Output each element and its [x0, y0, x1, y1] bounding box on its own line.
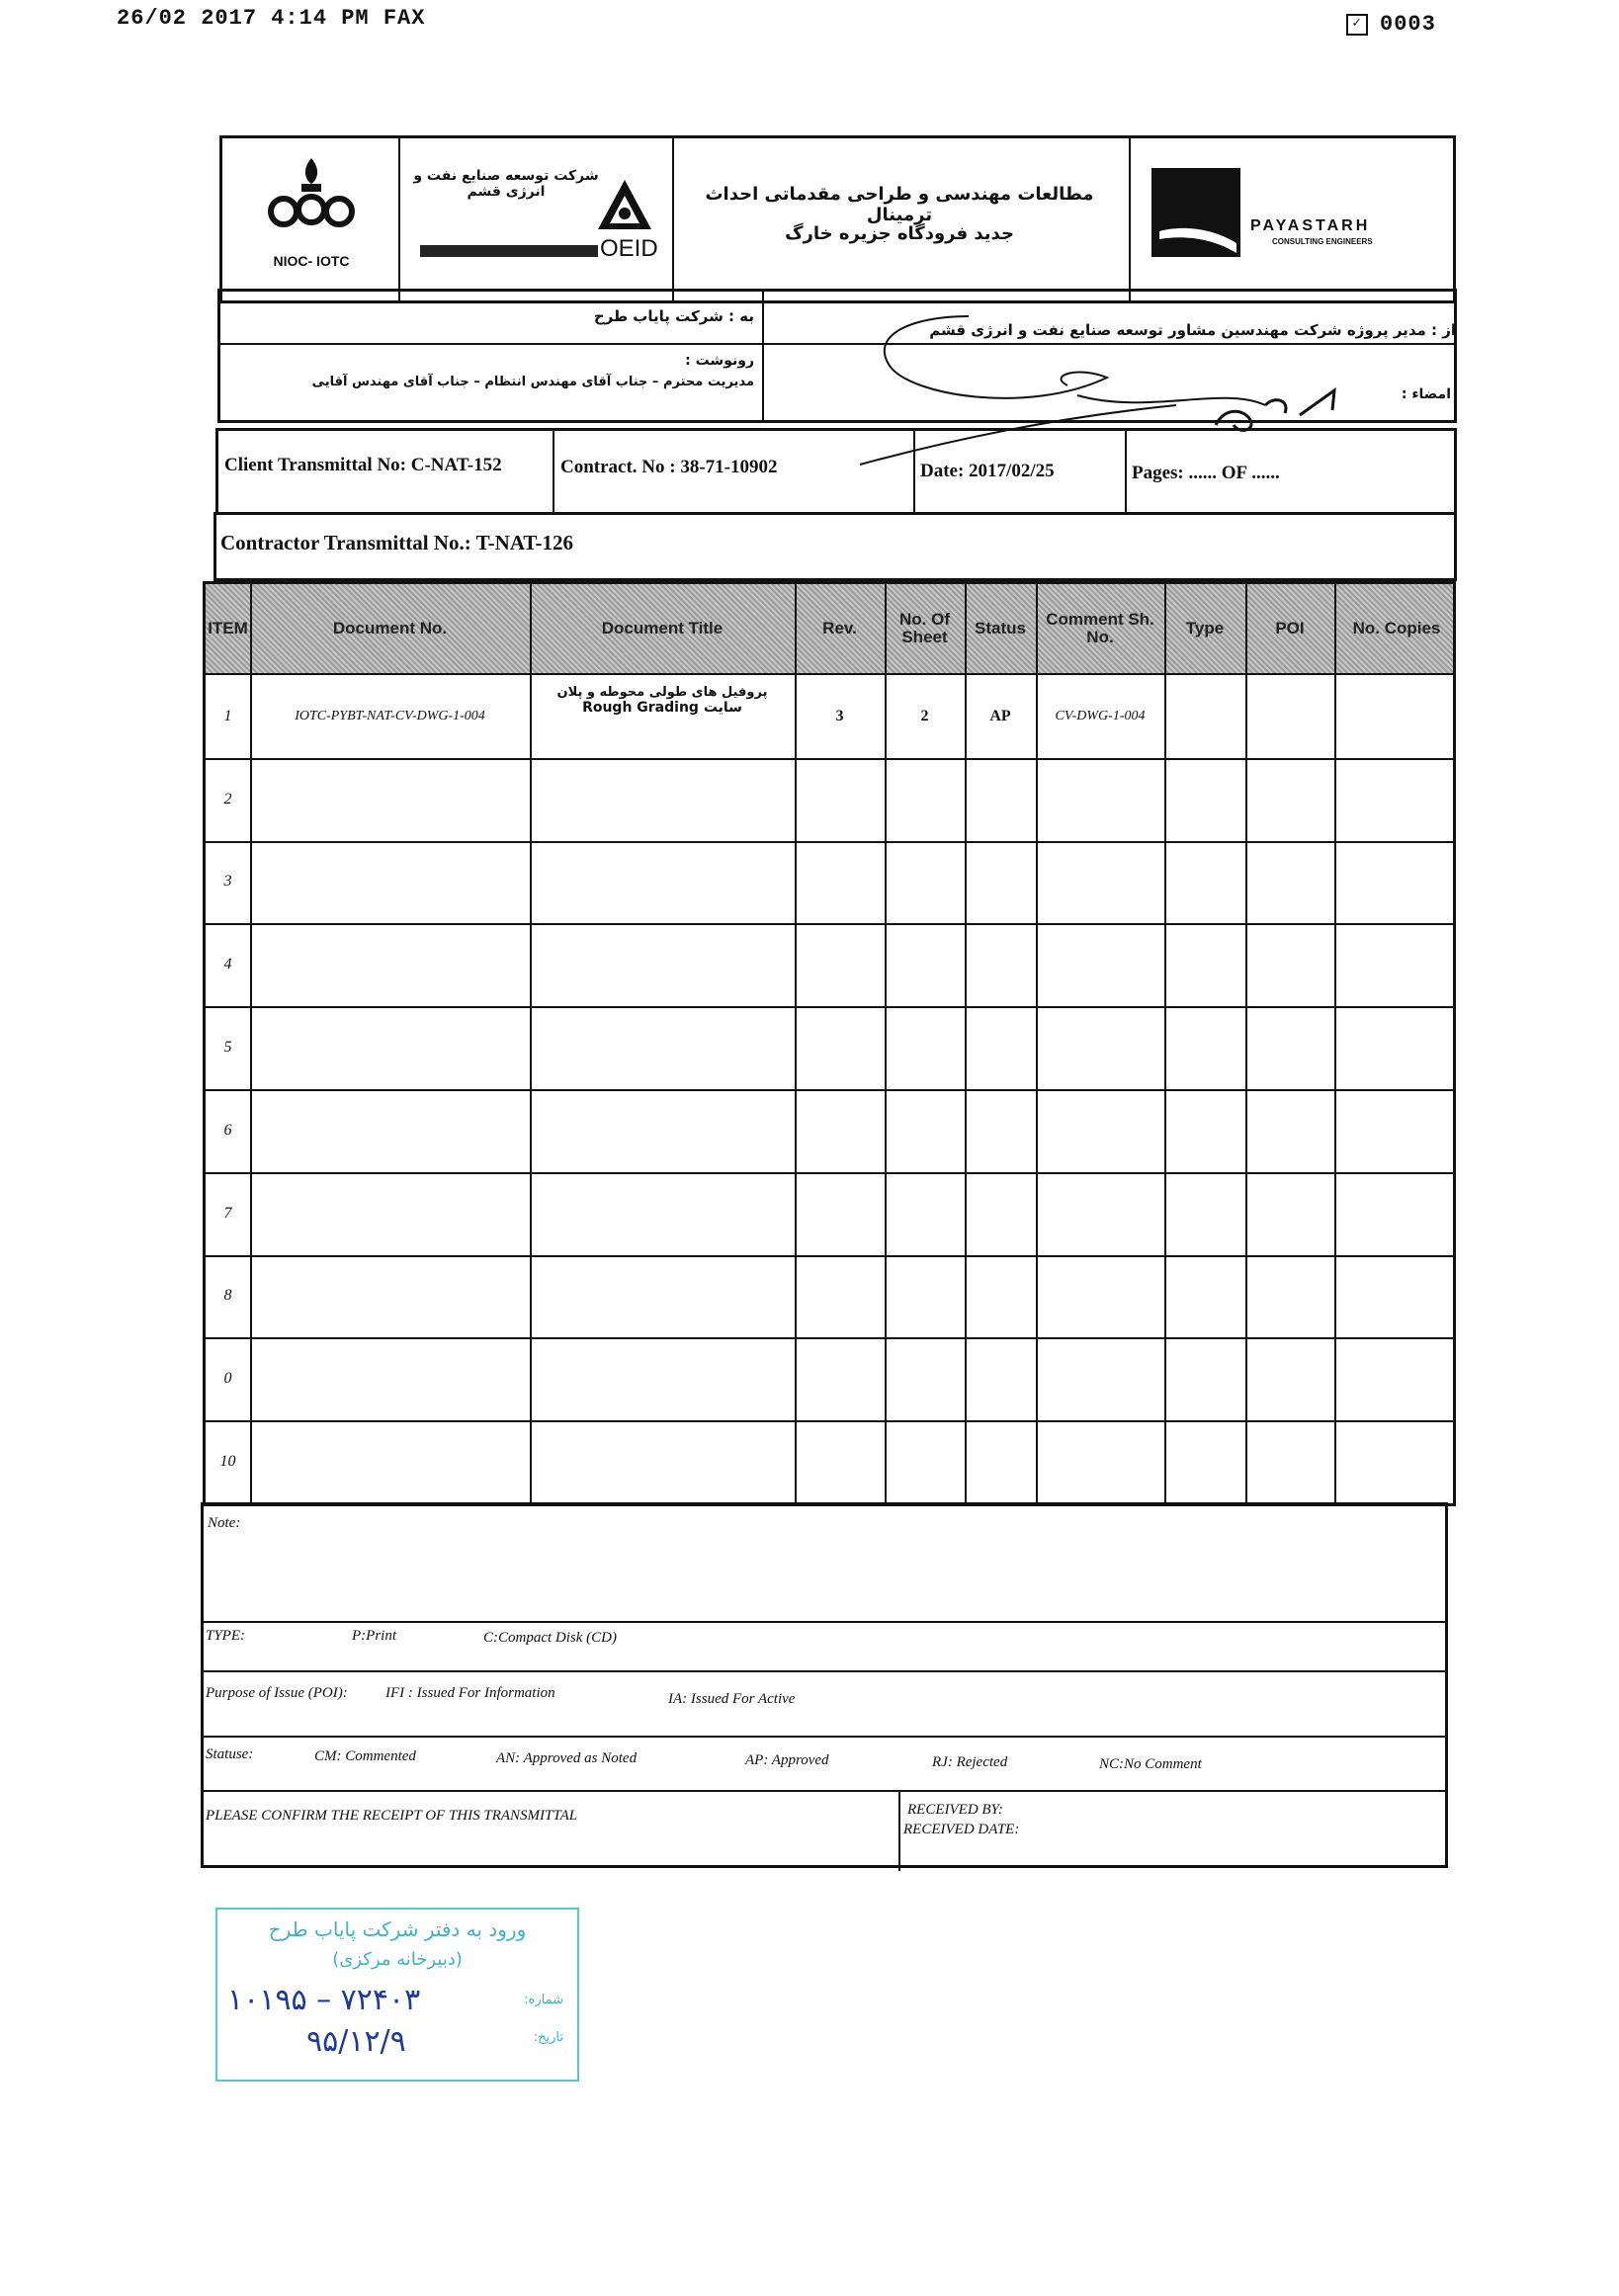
table-header-cell: No. Copies	[1352, 619, 1441, 638]
document-title-cell	[530, 685, 795, 716]
project-title-line1: مطالعات مهندسی و طراحی مقدماتی احداث ترمینال	[705, 184, 1094, 225]
type-cd: C:Compact Disk (CD)	[483, 1630, 617, 1646]
pages-count: Pages: ...... OF ......	[1132, 463, 1280, 483]
poi-ifi: IFI : Issued For Information	[385, 1685, 555, 1701]
table-header-cell: Rev.	[822, 619, 857, 638]
fax-page-number: 0003	[1380, 12, 1436, 37]
oeid-label: OEID	[600, 235, 658, 262]
table-column-divider	[885, 584, 887, 1503]
cell-item: 3	[223, 873, 232, 891]
signature-label: امضاء :	[1401, 386, 1451, 402]
table-column-divider	[965, 584, 967, 1503]
cell-comment: CV-DWG-1-004	[1055, 708, 1146, 723]
table-row	[206, 1006, 1453, 1089]
fax-datetime: 26/02 2017 4:14 PM FAX	[117, 6, 426, 31]
oeid-company-name: شرکت توسعه صنایع نفت و انرژی قشم	[413, 168, 599, 200]
stamp-date-label: تاریخ:	[533, 2030, 563, 2045]
cell-item: 1	[223, 707, 232, 724]
table-header-cell: Comment Sh. No.	[1046, 610, 1154, 646]
payastarh-subtitle: CONSULTING ENGINEERS	[1272, 237, 1373, 246]
cell-item: 5	[223, 1039, 232, 1057]
cell-rev: 3	[835, 707, 844, 724]
status-rj: RJ: Rejected	[932, 1754, 1008, 1770]
cell-item: 7	[223, 1204, 232, 1222]
contract-no: Contract. No : 38-71-10902	[560, 457, 778, 477]
table-column-divider	[1036, 584, 1038, 1503]
stamp-number-label: شماره:	[524, 1993, 563, 2007]
table-row	[206, 1337, 1453, 1420]
note-label: Note:	[208, 1515, 241, 1531]
stamp-number-handwritten: ۱۰۱۹۵ – ۷۲۴۰۳	[227, 1983, 421, 2017]
project-title-line2: جدید فرودگاه جزیره خارگ	[785, 223, 1014, 244]
stamp-title: ورود به دفتر شرکت پایاب طرح	[268, 1917, 527, 1941]
table-header-cell: Type	[1185, 619, 1225, 638]
table-row	[206, 841, 1453, 924]
cell-item: 0	[223, 1370, 232, 1388]
nioc-logo-icon	[262, 150, 361, 239]
table-row	[206, 1089, 1453, 1172]
header-logo-box	[219, 135, 1456, 303]
nioc-label: NIOC- IOTC	[273, 253, 350, 269]
cell-item: 2	[223, 790, 232, 808]
status-ap: AP: Approved	[745, 1752, 829, 1768]
payastarh-logo-icon	[1151, 168, 1240, 257]
table-column-divider	[1245, 584, 1247, 1503]
cc-recipients: مدیریت محترم – جناب آقای مهندس انتظام – جناب آقای مهندس آقایی	[311, 375, 754, 389]
status-cm: CM: Commented	[314, 1748, 416, 1764]
table-header-cell: Document Title	[601, 619, 724, 638]
status-an: AN: Approved as Noted	[496, 1750, 638, 1766]
status-label: Statuse:	[206, 1746, 254, 1762]
type-label: TYPE:	[206, 1628, 246, 1644]
fax-page-icon: ✓	[1346, 14, 1368, 36]
table-header-cell: Status	[975, 619, 1026, 638]
cell-item: 6	[223, 1121, 232, 1139]
oeid-logo-icon	[596, 178, 653, 231]
cell-item: 4	[223, 956, 232, 974]
cc-label: رونوشت :	[685, 353, 754, 369]
table-header-row	[206, 584, 1453, 673]
oeid-bar	[420, 245, 598, 257]
document-table	[203, 581, 1456, 1506]
status-nc: NC:No Comment	[1099, 1756, 1202, 1772]
table-row	[206, 1255, 1453, 1338]
received-by: RECEIVED BY:	[907, 1802, 1003, 1818]
document-title-fa: پروفیل های طولی محوطه و پلان	[556, 685, 768, 700]
payastarh-name: PAYASTARH	[1250, 217, 1371, 234]
receipt-stamp	[215, 1908, 579, 2082]
table-row	[206, 1172, 1453, 1255]
table-row	[206, 1420, 1453, 1503]
transmittal-date: Date: 2017/02/25	[920, 461, 1055, 481]
table-column-divider	[795, 584, 797, 1503]
client-transmittal-no: Client Transmittal No: C-NAT-152	[224, 455, 502, 475]
table-body	[206, 675, 1453, 1503]
cell-item: 10	[219, 1453, 236, 1471]
from-sender: از : مدیر پروژه شرکت مهندسین مشاور توسعه صنایع نفت و انرژی قشم	[929, 321, 1456, 339]
table-header-cell: No. Of Sheet	[899, 610, 950, 646]
fax-page-indicator	[1346, 12, 1436, 37]
table-column-divider	[1164, 584, 1166, 1503]
contractor-transmittal-no: Contractor Transmittal No.: T-NAT-126	[220, 531, 573, 554]
document-title-en: سایت Rough Grading	[582, 700, 742, 716]
received-date: RECEIVED DATE:	[903, 1822, 1020, 1837]
cell-doc-no: IOTC-PYBT-NAT-CV-DWG-1-004	[295, 708, 485, 723]
table-header-cell: Document No.	[332, 619, 448, 638]
table-column-divider	[250, 584, 252, 1503]
table-row	[206, 758, 1453, 841]
stamp-subtitle: (دبیرخانه مرکزی)	[332, 1949, 463, 1970]
table-row	[206, 675, 1453, 758]
cell-item: 8	[223, 1287, 232, 1305]
transmittal-row	[215, 428, 1457, 515]
table-header-cell: POI	[1275, 619, 1305, 638]
table-column-divider	[1334, 584, 1336, 1503]
table-column-divider	[530, 584, 532, 1503]
cell-sheets: 2	[920, 707, 929, 724]
table-row	[206, 923, 1453, 1006]
poi-ia: IA: Issued For Active	[668, 1691, 796, 1707]
stamp-date-handwritten: ۹۵/۱۲/۹	[306, 2024, 406, 2059]
confirm-receipt-text: PLEASE CONFIRM THE RECEIPT OF THIS TRANSMITTAL	[206, 1808, 578, 1824]
type-print: P:Print	[352, 1628, 396, 1644]
to-recipient: به : شرکت پایاب طرح	[593, 307, 754, 325]
cell-status: AP	[989, 707, 1011, 724]
contractor-row	[213, 512, 1457, 581]
table-header-cell: ITEM	[208, 619, 248, 638]
notes-section	[201, 1502, 1448, 1868]
poi-label: Purpose of Issue (POI):	[206, 1685, 348, 1701]
